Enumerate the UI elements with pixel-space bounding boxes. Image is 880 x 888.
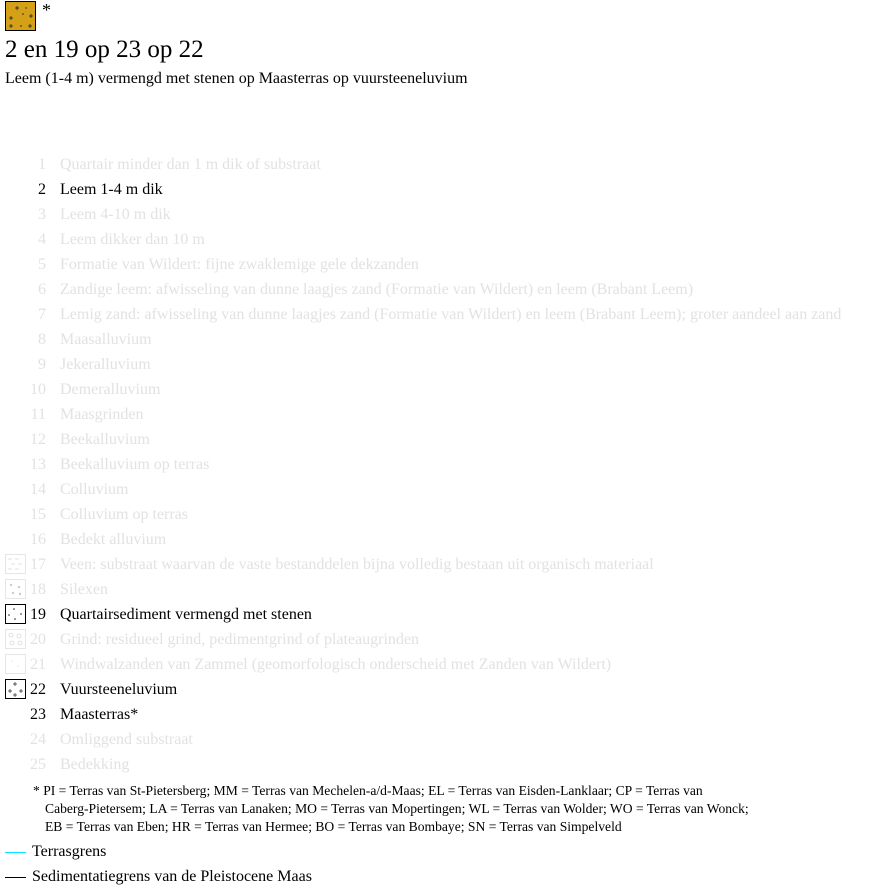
legend-item	[0, 227, 880, 252]
legend-item	[0, 502, 880, 527]
legend-item	[0, 377, 880, 402]
legend-label: Vuursteeneluvium	[60, 681, 178, 698]
legend-label: Jekeralluvium	[60, 356, 151, 373]
legend-label: Beekalluvium op terras	[60, 456, 210, 473]
asterisk-mark: *	[42, 0, 51, 20]
legend-label: Lemig zand: afwisseling van dunne laagjes zand (Formatie van Wildert) en leem (Brabant Leem); groter aandeel aan zand	[60, 306, 842, 323]
legend-label: Quartair minder dan 1 m dik of substraat	[60, 156, 321, 173]
legend-item	[0, 327, 880, 352]
legend-label: Maasgrinden	[60, 406, 144, 423]
legend-item	[0, 352, 880, 377]
legend-label: Formatie van Wildert: fijne zwaklemige gele dekzanden	[60, 256, 419, 273]
legend-item	[0, 752, 880, 777]
legend-label: Colluvium op terras	[60, 506, 188, 523]
legend-number: 16	[30, 531, 46, 548]
legend-label: Beekalluvium	[60, 431, 150, 448]
legend-label: Maasterras*	[60, 706, 139, 723]
map-unit-swatch	[5, 1, 36, 31]
legend-label: Leem 1-4 m dik	[60, 181, 163, 198]
legend-item	[0, 252, 880, 277]
legend-item	[0, 302, 880, 327]
legend-item	[0, 202, 880, 227]
legend-label: Maasalluvium	[60, 331, 152, 348]
legend-label: Grind: residueel grind, pedimentgrind of plateaugrinden	[60, 631, 420, 648]
legend-item	[0, 602, 880, 627]
legend-item	[0, 427, 880, 452]
legend-number: 13	[30, 456, 46, 473]
legend-label: Leem 4-10 m dik	[60, 206, 171, 223]
legend-label: Colluvium	[60, 481, 129, 498]
legend-number: 10	[30, 381, 46, 398]
legend-item	[0, 702, 880, 727]
legend-label: Bedekt alluvium	[60, 531, 167, 548]
footnote-line: * PI = Terras van St-Pietersberg; MM = Terras van Mechelen-a/d-Maas; EL = Terras van Eisden-Lanklaar; CP = Terras van	[33, 783, 703, 798]
legend-number: 15	[30, 506, 46, 523]
legend-label: Windwalzanden van Zammel (geomorfologisch onderscheid met Zanden van Wildert)	[60, 656, 612, 673]
legend-label: Bedekking	[60, 756, 130, 773]
legend-number: 25	[30, 756, 46, 773]
legend-number: 14	[30, 481, 46, 498]
legend-item	[0, 652, 880, 677]
sedimentation-boundary-line-icon	[5, 877, 26, 878]
boundary-sedimentation	[5, 866, 312, 888]
legend-label: Quartairsediment vermengd met stenen	[60, 606, 312, 623]
legend-item	[0, 152, 880, 177]
legend-number: 7	[38, 306, 46, 323]
legend-number: 6	[38, 281, 46, 298]
stones-pattern-icon	[5, 604, 26, 624]
legend-number: 21	[30, 656, 46, 673]
legend-number: 11	[30, 406, 46, 423]
legend-item	[0, 527, 880, 552]
footnote-line: Caberg-Pietersem; LA = Terras van Lanaken; MO = Terras van Mopertingen; WL = Terras van Wolder; WO = Terras van Wonck;	[45, 801, 749, 816]
peat-pattern-icon	[5, 554, 26, 574]
legend-item	[0, 277, 880, 302]
legend-number: 5	[38, 256, 46, 273]
boundary-label: Sedimentatiegrens van de Pleistocene Maas	[32, 868, 312, 885]
legend-number: 22	[30, 681, 46, 698]
legend-number: 23	[30, 706, 46, 723]
legend-label: Demeralluvium	[60, 381, 161, 398]
legend-number: 3	[38, 206, 46, 223]
legend-number: 9	[38, 356, 46, 373]
legend-number: 19	[30, 606, 46, 623]
page-subtitle: Leem (1-4 m) vermengd met stenen op Maasterras op vuursteeneluvium	[5, 70, 468, 87]
page-title: 2 en 19 op 23 op 22	[5, 36, 204, 63]
silex-pattern-icon	[5, 579, 26, 599]
legend-label: Silexen	[60, 581, 108, 598]
legend-label: Zandige leem: afwisseling van dunne laagjes zand (Formatie van Wildert) en leem (Brabant Leem)	[60, 281, 694, 298]
crosses-pattern-icon	[5, 679, 26, 699]
legend-item	[0, 627, 880, 652]
legend-item	[0, 477, 880, 502]
terrace-boundary-line-icon	[5, 852, 26, 853]
legend-number: 20	[30, 631, 46, 648]
gravel-pattern-icon	[5, 629, 26, 649]
legend-number: 1	[38, 156, 46, 173]
legend-label: Veen: substraat waarvan de vaste bestanddelen bijna volledig bestaan uit organisch materiaal	[60, 556, 654, 573]
legend-number: 4	[38, 231, 46, 248]
legend-number: 2	[38, 181, 46, 198]
legend-item	[0, 177, 880, 202]
legend-item	[0, 452, 880, 477]
legend-number: 17	[30, 556, 46, 573]
legend-label: Omliggend substraat	[60, 731, 193, 748]
footnote-line: EB = Terras van Eben; HR = Terras van Hermee; BO = Terras van Bombaye; SN = Terras van Simpelveld	[45, 819, 622, 834]
boundary-label: Terrasgrens	[32, 843, 107, 860]
legend-item	[0, 552, 880, 577]
legend-item	[0, 402, 880, 427]
boundary-terrace	[5, 841, 106, 863]
legend-item	[0, 727, 880, 752]
legend-item	[0, 677, 880, 702]
legend-label: Leem dikker dan 10 m	[60, 231, 205, 248]
legend-number: 12	[30, 431, 46, 448]
swatch-pattern	[6, 2, 35, 30]
legend-number: 8	[38, 331, 46, 348]
wind-pattern-icon	[5, 654, 26, 674]
legend-number: 18	[30, 581, 46, 598]
legend-number: 24	[30, 731, 46, 748]
terrace-footnote	[33, 782, 873, 836]
legend-item	[0, 577, 880, 602]
